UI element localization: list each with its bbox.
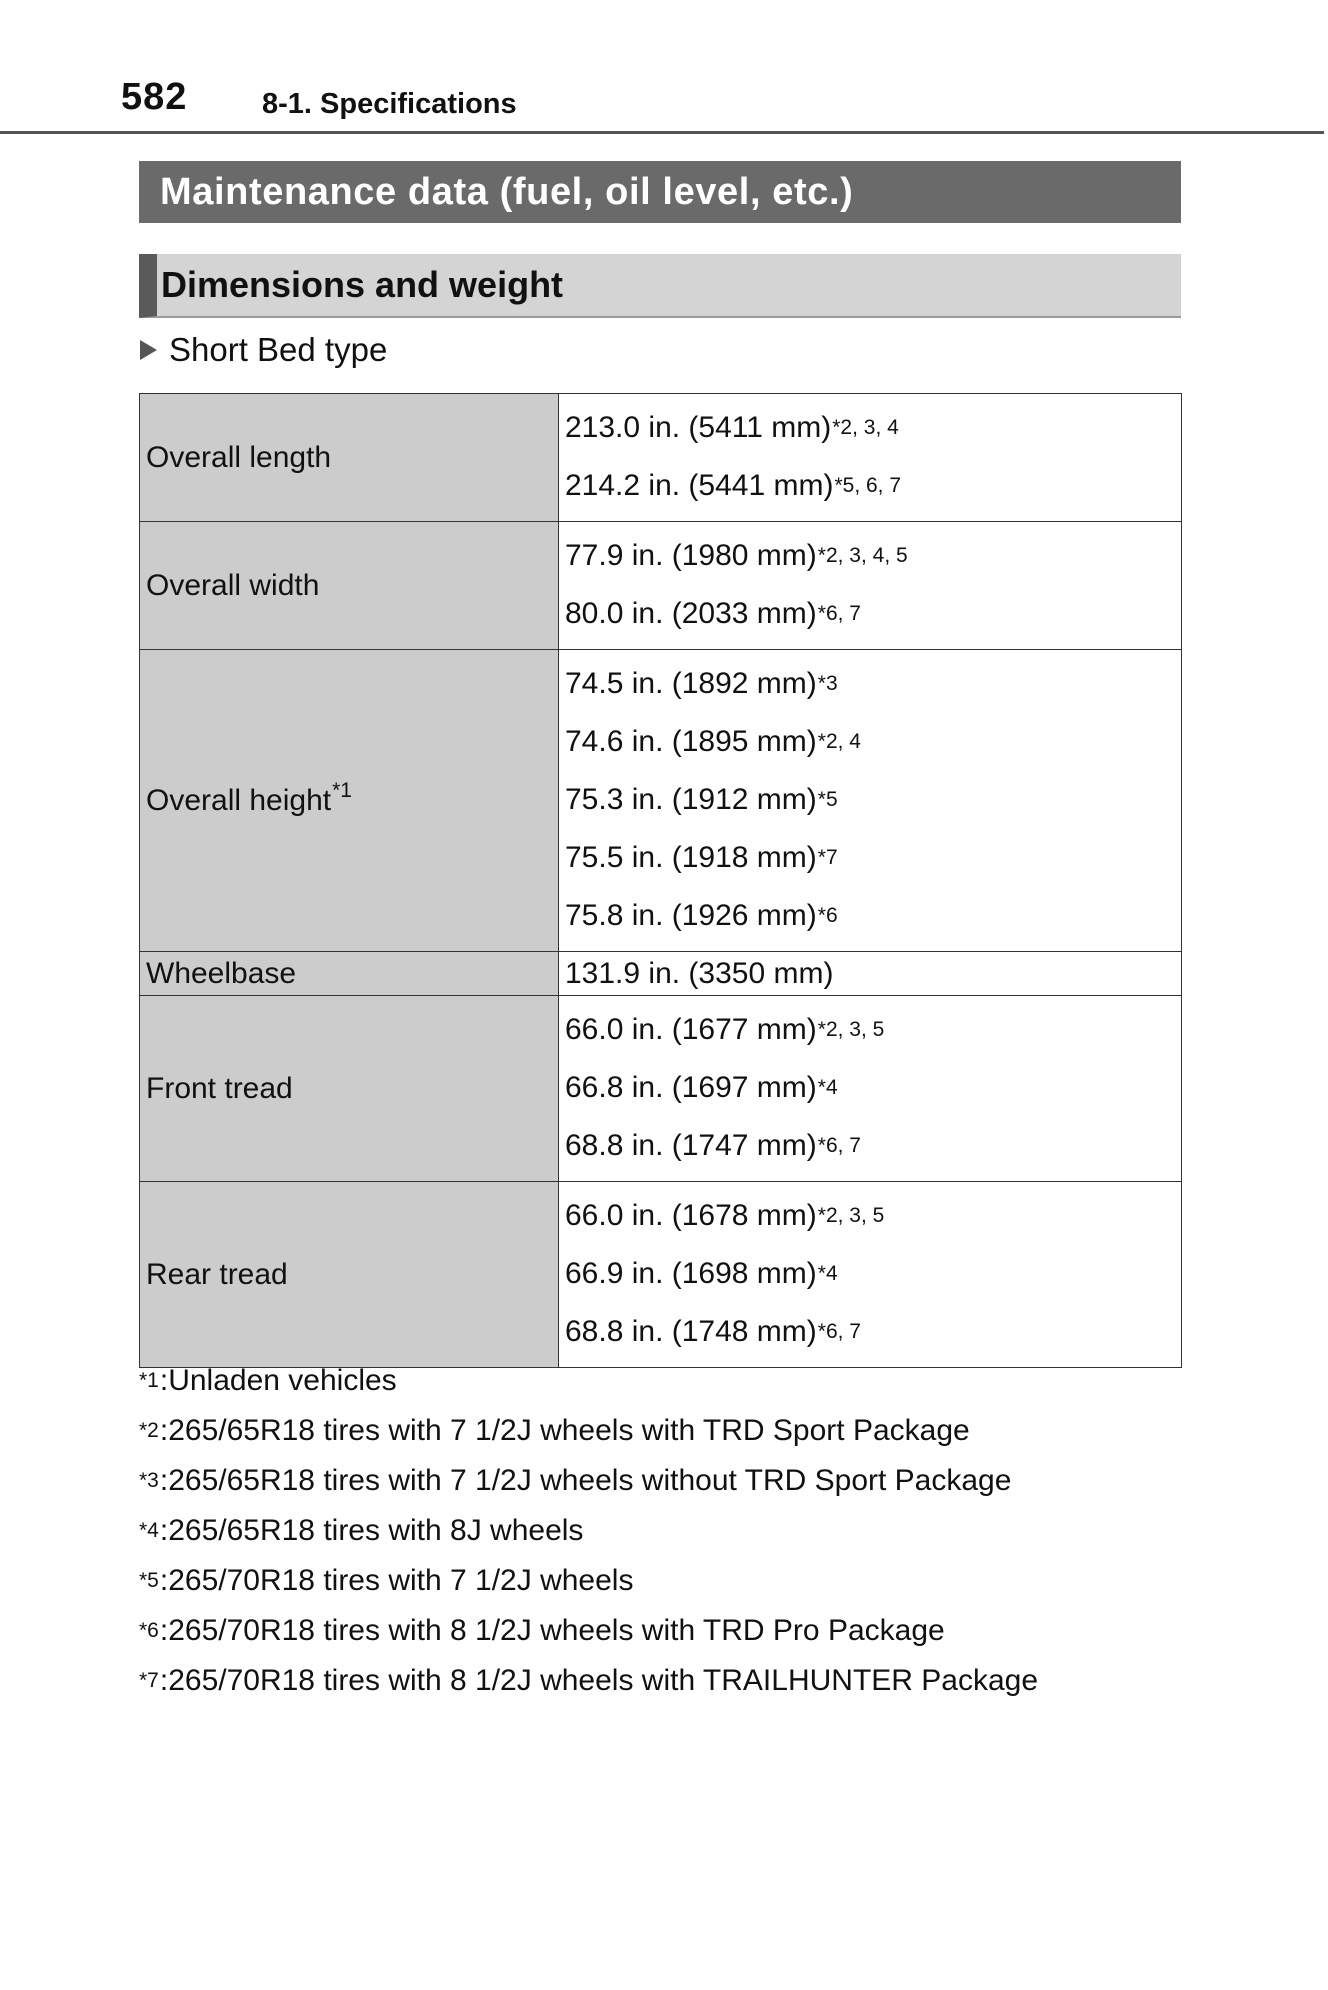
row-values-cell [559,522,1182,650]
value-line: 66.8 in. (1697 mm) *4 [565,1071,838,1104]
table-row [140,996,1182,1182]
value-text: 75.5 in. (1918 mm) [565,841,817,874]
type-heading [140,330,387,370]
row-label-cell [140,1182,559,1368]
value-line: 75.5 in. (1918 mm) *7 [565,841,838,874]
row-label-cell [140,394,559,522]
value-line: 75.8 in. (1926 mm) *6 [565,899,838,932]
row-label-cell [140,952,559,996]
sub-section-title: Dimensions and weight [161,264,564,305]
triangle-bullet-icon [140,340,157,360]
value-text: 74.5 in. (1892 mm) [565,667,817,700]
value-line: 68.8 in. (1747 mm) *6, 7 [565,1129,861,1162]
footnote: *4 :265/65R18 tires with 8J wheels [139,1514,584,1547]
footnote: *6 :265/70R18 tires with 8 1/2J wheels with TRD Pro Package [139,1614,945,1647]
value-line: 74.6 in. (1895 mm) *2, 4 [565,725,861,758]
value-text: 75.8 in. (1926 mm) [565,899,817,932]
table-row [140,650,1182,952]
table-row [140,522,1182,650]
row-label-cell [140,522,559,650]
section-reference: 8-1. Specifications [262,88,517,120]
footnote: *2 :265/65R18 tires with 7 1/2J wheels with TRD Sport Package [139,1414,970,1447]
page-number: 582 [121,76,188,118]
row-label: Front tread [146,1071,293,1105]
main-section-title-bar [139,161,1181,223]
value-line: 75.3 in. (1912 mm) *5 [565,783,838,816]
footnote: *1 :Unladen vehicles [139,1364,397,1397]
row-values-cell [559,996,1182,1182]
value-text: 75.3 in. (1912 mm) [565,783,817,816]
value-line [565,952,1181,995]
value-line: 214.2 in. (5441 mm) *5, 6, 7 [565,469,902,502]
type-label: Short Bed type [169,331,388,368]
footnote-text: :265/70R18 tires with 7 1/2J wheels [159,1564,634,1597]
table-row [140,394,1182,522]
value-line: 66.9 in. (1698 mm) *4 [565,1257,838,1290]
page-header [0,0,1324,134]
row-values-cell [559,394,1182,522]
row-label-cell [140,996,559,1182]
main-section-title: Maintenance data (fuel, oil level, etc.) [160,170,854,213]
footnote-reference: *1 [332,778,352,802]
footnote: *7 :265/70R18 tires with 8 1/2J wheels with TRAILHUNTER Package [139,1664,1039,1697]
value-text: 66.0 in. (1677 mm) [565,1013,817,1046]
row-values-cell [559,650,1182,952]
value-text: 77.9 in. (1980 mm) [565,539,817,572]
value-text: 66.8 in. (1697 mm) [565,1071,817,1104]
value-line: 68.8 in. (1748 mm) *6, 7 [565,1315,861,1348]
footnote: *3 :265/65R18 tires with 7 1/2J wheels without TRD Sport Package [139,1464,1012,1497]
footnote-text: :265/65R18 tires with 7 1/2J wheels without TRD Sport Package [159,1464,1012,1497]
value-text: 214.2 in. (5441 mm) [565,469,834,502]
footnotes [139,1356,1038,1706]
table-row [140,1182,1182,1368]
value-text: 66.9 in. (1698 mm) [565,1257,817,1290]
value-text: 213.0 in. (5411 mm) [565,411,832,444]
row-values-cell [559,952,1182,996]
dimensions-table [139,393,1182,1368]
value-line: 213.0 in. (5411 mm) *2, 3, 4 [565,411,899,444]
value-text: 74.6 in. (1895 mm) [565,725,817,758]
value-line: 66.0 in. (1678 mm) *2, 3, 5 [565,1199,885,1232]
value-line: 77.9 in. (1980 mm) *2, 3, 4, 5 [565,539,908,572]
footnote: *5 :265/70R18 tires with 7 1/2J wheels [139,1564,634,1597]
footnote-text: :265/70R18 tires with 8 1/2J wheels with TRAILHUNTER Package [159,1664,1039,1697]
sub-section-title-bar [139,254,1181,318]
value-text: 68.8 in. (1748 mm) [565,1315,817,1348]
row-label: Overall height [146,783,332,817]
value-text: 68.8 in. (1747 mm) [565,1129,817,1162]
footnote-text: :265/70R18 tires with 8 1/2J wheels with TRD Pro Package [159,1614,945,1647]
footnote-text: :Unladen vehicles [159,1364,397,1397]
value-line: 74.5 in. (1892 mm) *3 [565,667,838,700]
value-text: 66.0 in. (1678 mm) [565,1199,817,1232]
row-label: Rear tread [146,1257,288,1291]
footnote-text: :265/65R18 tires with 8J wheels [159,1514,584,1547]
value-text: 80.0 in. (2033 mm) [565,597,817,630]
table-row [140,952,1182,996]
row-label: Overall length [146,440,332,474]
row-label: Wheelbase [146,956,297,990]
row-label: Overall width [146,568,320,602]
value-line: 66.0 in. (1677 mm) *2, 3, 5 [565,1013,885,1046]
value-line: 80.0 in. (2033 mm) *6, 7 [565,597,861,630]
value-text: 131.9 in. (3350 mm) [565,956,834,990]
row-values-cell [559,1182,1182,1368]
footnote-text: :265/65R18 tires with 7 1/2J wheels with TRD Sport Package [159,1414,970,1447]
row-label-cell [140,650,559,952]
